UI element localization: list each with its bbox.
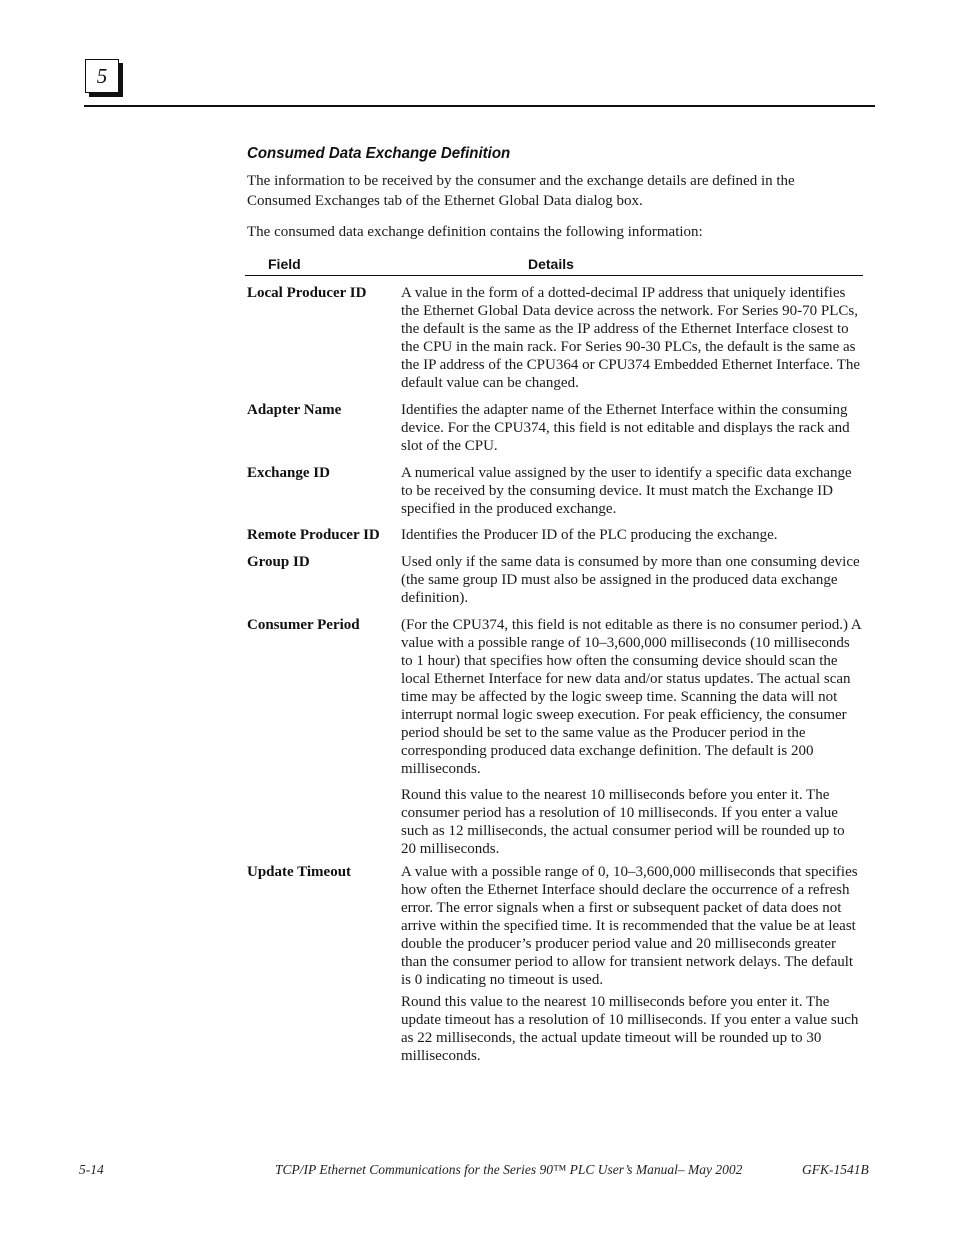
details-update-timeout-rounding: Round this value to the nearest 10 milliseconds before you enter it. The update timeout has a resolution of 10 milliseconds. If you enter a value such as 22 milliseconds, the actual update timeout will be rounded up to 30 milliseconds. xyxy=(401,994,859,1064)
chapter-number-box xyxy=(85,59,119,93)
details-adapter-name: Identifies the adapter name of the Ethernet Interface within the consuming device. For the CPU374, this field is not editable and displays the rack and slot of the CPU. xyxy=(401,402,850,454)
section-title: Consumed Data Exchange Definition xyxy=(247,145,511,162)
field-label-consumer-period: Consumer Period xyxy=(247,617,360,633)
field-label-exchange-id: Exchange ID xyxy=(247,465,330,481)
footer-manual-title: TCP/IP Ethernet Communications for the Series 90™ PLC User’s Manual– May 2002 xyxy=(275,1162,743,1177)
field-label-group-id: Group ID xyxy=(247,554,310,570)
details-consumer-period-rounding: Round this value to the nearest 10 milliseconds before you enter it. The consumer period has a resolution of 10 milliseconds. If you enter a value such as 12 milliseconds, the actual consumer period will be rounded up to 20 milliseconds. xyxy=(401,787,845,857)
field-label-remote-producer-id: Remote Producer ID xyxy=(247,527,380,543)
details-update-timeout: A value with a possible range of 0, 10–3,600,000 milliseconds that specifies how often the Ethernet Interface should declare the occurrence of a refresh error. The error signals when a first or subsequent packet of data does not arrive within the specified time. It is recommended that the value be at least double the producer’s producer period value and 20 milliseconds greater than the consumer period to allow for transient network delays. The default is 0 indicating no timeout is used. xyxy=(401,864,858,988)
details-group-id: Used only if the same data is consumed by more than one consuming device (the same group ID must also be assigned in the produced data exchange definition). xyxy=(401,554,860,606)
header-rule xyxy=(84,105,875,107)
lead-in-paragraph: The consumed data exchange definition contains the following information: xyxy=(247,224,703,240)
footer-document-code: GFK-1541B xyxy=(802,1162,869,1177)
table-header xyxy=(245,254,863,276)
field-label-local-producer-id: Local Producer ID xyxy=(247,285,367,301)
details-exchange-id: A numerical value assigned by the user to identify a specific data exchange to be received by the consuming device. It must match the Exchange ID specified in the produced exchange. xyxy=(401,465,852,517)
chapter-number: 5 xyxy=(96,63,108,88)
table-header-field: Field xyxy=(268,256,301,272)
footer-page-number: 5-14 xyxy=(79,1162,104,1177)
details-remote-producer-id: Identifies the Producer ID of the PLC producing the exchange. xyxy=(401,527,778,543)
field-label-adapter-name: Adapter Name xyxy=(247,402,342,418)
intro-paragraph: The information to be received by the consumer and the exchange details are defined in the Consumed Exchanges tab of the Ethernet Global Data dialog box. xyxy=(247,173,795,209)
details-consumer-period: (For the CPU374, this field is not editable as there is no consumer period.) A value with a possible range of 10–3,600,000 milliseconds (10 milliseconds to 1 hour) that specifies how often the consuming device should scan the local Ethernet Interface for new data and/or status updates. The actual scan time may be affected by the logic sweep time. Scanning the data will not interrupt normal logic sweep execution. For peak efficiency, the consumer period should be set to the same value as the Producer period in the corresponding produced data exchange definition. The default is 200 milliseconds. xyxy=(401,617,861,777)
details-local-producer-id: A value in the form of a dotted-decimal IP address that uniquely identifies the Ethernet Global Data device across the network. For Series 90-70 PLCs, the default is the same as the IP address of the Ethernet Interface closest to the CPU in the main rack. For Series 90-30 PLCs, the default is the same as the IP address of the CPU364 or CPU374 Embedded Ethernet Interface. The default value can be changed. xyxy=(401,285,861,391)
table-header-details: Details xyxy=(528,256,574,272)
field-label-update-timeout: Update Timeout xyxy=(247,864,352,880)
